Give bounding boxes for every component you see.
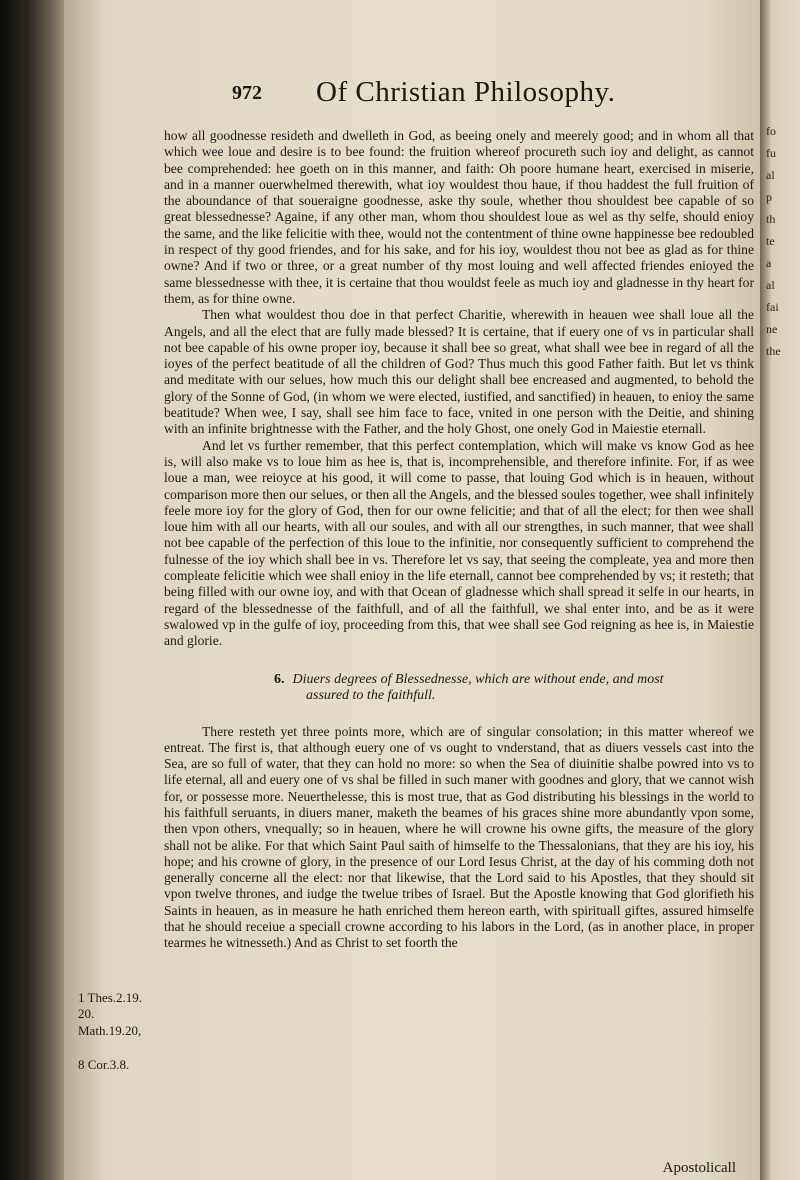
section-heading — [274, 672, 754, 704]
facing-page-edge — [760, 0, 800, 1180]
section-heading-line: Diuers degrees of Blessednesse, which are without ende, and most — [292, 671, 664, 687]
section-heading-line: assured to the faithfull. — [306, 687, 436, 703]
marginal-references — [78, 990, 160, 1073]
main-text-column — [164, 128, 754, 952]
page-header — [136, 76, 656, 122]
margin-note: Math.19.20, — [78, 1022, 142, 1038]
paragraph: And let vs further remember, that this perfect contemplation, which will make vs know God as hee is, will also make vs to loue him as hee is, that is, incomprehensible, and therefore infinite. For, if as wee loue a man, wee reioyce at his good, it will come to passe, that louing God which is in heauen, without comparison more then our selues, or then all the Angels, and the blessed soules together, wee shall infinitely feele more ioy for the glory of God, then for our owne felicitie; and that of all the elect; for then wee shall loue him with all our hearts, with all our soules, and with all our strengthes, in such manner, that wee shall not bee capable of the perfection of this loue to the infinitie, nor consequently sufficient to comprehend the fulnesse of the ioy which shall bee in vs. Therefore let vs say, that seeing the compleate, yea and more then compleate felicitie which wee shall enioy in the life eternall, cannot bee comprehended by vs; it resteth; that being filled with our owne ioy, and with that Ocean of gladnesse which shall spread it selfe in our hearts, in regard of the blessednesse of the faithfull, and of all the faithfull, we shal enter into, and be as it were swalowed vp in the gulfe of ioy, proceeding from this, that wee shall see God reigning as hee is, in Maiestie and glorie. — [164, 437, 754, 649]
margin-note: 8 Cor.3.8. — [78, 1056, 130, 1072]
paragraph: There resteth yet three points more, which are of singular consolation; in this matter whereof we entreat. The first is, that although euery one of vs ought to vnderstand, that as diuers vessels cast into the Sea, are so full of water, that they can hold no more: so when the Sea of diuinitie shalbe powred into vs to life eternal, all and euery one of vs shal be filled in such maner with goodnes and glory, that we cannot wish for, or possesse more. Neuerthelesse, this is most true, that as God distributing his blessings in the world to his faithfull seruants, in diuers maner, maketh the beames of his graces shine more abundantly vpon some, then vpon others, vnequally; so in heauen, where he will crowne his owne gifts, the measure of the glory shall not be alike. For that which Saint Paul saith of himselfe to the Thessalonians, that they are his ioy, his hope; and his crowne of glory, in the presence of our Lord Iesus Christ, at the day of his comming doth not generally concerne all the elect: nor that likewise, that the Lord said to his Apostles, that they should sit vpon twelve thrones, and iudge the twelue tribes of Israel. But the Apostle knowing that God glorifieth his Saints in heauen, as in measure he hath enriched them hereon earth, with spirituall giftes, assured himselfe that he should receiue a speciall crowne according to his labors in the Lord, (as in another place, in proper tearmes he witnesseth.) And as Christ to set foorth the — [164, 723, 754, 951]
running-title: Of Christian Philosophy. — [316, 76, 616, 108]
catchword: Apostolicall — [662, 1160, 736, 1176]
book-gutter-shadow — [0, 0, 68, 1180]
section-number: 6. — [274, 671, 285, 687]
facing-page-text: fo fu al p th te a al fai ne the — [766, 124, 781, 358]
margin-note: 20. — [78, 1006, 95, 1022]
margin-note: 1 Thes.2.19. — [78, 990, 143, 1005]
paragraph: how all goodnesse resideth and dwelleth in God, as beeing onely and meerely good; and in whom all that which wee loue and desire is to bee found: the fruition whereof procureth such ioy and delight, as cannot bee comprehended: hee goeth on in this manner, and faith: Oh poore humane heart, exercised in miserie, and in a manner ouerwhelmed therewith, what ioy wouldest thou haue, if thou haddest the full fruition of the aboundance of that soueraigne goodnesse, aske thy soule, whether thou shouldest bee capable of so great blessednesse? Againe, if any other man, whom thou shouldest loue as wel as thy selfe, should enioy the same, and the like felicitie with thee, would not the contentment of thine owne happinesse bee redoubled in respect of thy good friendes, and for his sake, and for his ioy, wouldest thou not bee as glad as for thine owne? And if two or three, or a great number of thy most louing and well affected friendes enioyed the same blessednesse with thee, it is certaine that thou wouldst feele as much ioy and gladnesse in thy heart for them, as for thine owne. — [164, 128, 755, 306]
page-number: 972 — [232, 82, 262, 104]
paragraph: Then what wouldest thou doe in that perfect Charitie, wherewith in heauen wee shall loue all the Angels, and all the elect that are fully made blessed? It is certaine, that if euery one of vs in particular shall not bee capable of his owne proper ioy, because it shall bee so great, what shall wee bee in regard of all the ioyes of the perfect beatitude of all the children of God? Thus much this good Father faith. But let vs think and meditate with our selues, how much this our delight shall bee encreased and augmented, to behold the glory of the Sonne of God, (in whom we were elected, iustified, and sanctified) in heauen, to enioy the same beatitude? When wee, I say, shall see him face to face, vnited in one person with the Deitie, and shining with an infinite brightnesse with the Father, and the holy Ghost, one onely God in Maiestie eternall. — [164, 307, 754, 437]
